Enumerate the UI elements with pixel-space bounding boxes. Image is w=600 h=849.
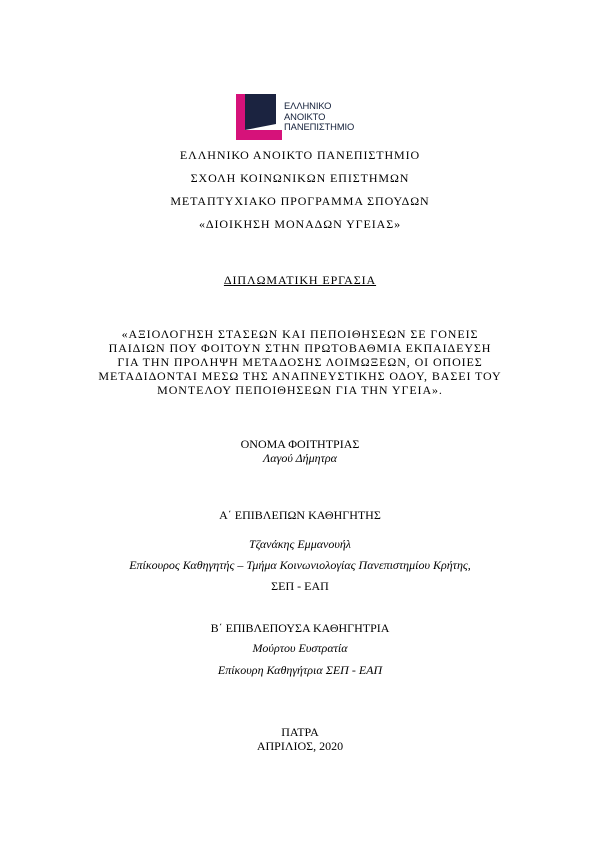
- thesis-title-line: ΜΟΝΤΕΛΟΥ ΠΕΠΟΙΘΗΣΕΩΝ ΓΙΑ ΤΗΝ ΥΓΕΙΑ».: [157, 383, 443, 397]
- program-label: ΜΕΤΑΠΤΥΧΙΑΚΟ ΠΡΟΓΡΑΜΜΑ ΣΠΟΥΔΩΝ: [170, 194, 430, 208]
- logo-mark-icon: [236, 94, 282, 140]
- supervisor-a-name: Τζανάκης Εμμανουήλ: [248, 537, 351, 551]
- supervisor-b-name: Μούρτου Ευστρατία: [252, 641, 348, 655]
- city: ΠΑΤΡΑ: [281, 725, 319, 739]
- student-label: ΟΝΟΜΑ ΦΟΙΤΗΤΡΙΑΣ: [240, 437, 360, 451]
- thesis-title-line: «ΑΞΙΟΛΟΓΗΣΗ ΣΤΑΣΕΩΝ ΚΑΙ ΠΕΠΟΙΘΗΣΕΩΝ ΣΕ ΓΟΝΕΙΣ: [121, 327, 479, 341]
- student-name: Λαγού Δήμητρα: [263, 451, 337, 465]
- logo-wordmark: [284, 101, 374, 133]
- supervisor-b-label: Β΄ ΕΠΙΒΛΕΠΟΥΣΑ ΚΑΘΗΓΗΤΡΙΑ: [210, 621, 390, 635]
- thesis-title-line: ΜΕΤΑΔΙΔΟΝΤΑΙ ΜΕΣΩ ΤΗΣ ΑΝΑΠΝΕΥΣΤΙΚΗΣ ΟΔΟΥ, ΒΑΣΕΙ ΤΟΥ: [98, 369, 502, 383]
- thesis-label: ΔΙΠΛΩΜΑΤΙΚΗ ΕΡΓΑΣΙΑ: [223, 273, 377, 287]
- logo-line-1: ΕΛΛΗΝΙΚΟ: [284, 100, 332, 111]
- thesis-title-line: ΓΙΑ ΤΗΝ ΠΡΟΛΗΨΗ ΜΕΤΑΔΟΣΗΣ ΛΟΙΜΩΞΕΩΝ, ΟΙ ΟΠΟΙΕΣ: [117, 355, 483, 369]
- thesis-title-line: ΠΑΙΔΙΩΝ ΠΟΥ ΦΟΙΤΟΥΝ ΣΤΗΝ ΠΡΩΤΟΒΑΘΜΙΑ ΕΚΠΑΙΔΕΥΣΗ: [108, 341, 492, 355]
- date: ΑΠΡΙΛΙΟΣ, 2020: [256, 739, 344, 753]
- supervisor-a-role: Επίκουρος Καθηγητής – Τμήμα Κοινωνιολογίας Πανεπιστημίου Κρήτης,: [129, 558, 471, 572]
- school-name: ΣΧΟΛΗ ΚΟΙΝΩΝΙΚΩΝ ΕΠΙΣΤΗΜΩΝ: [190, 171, 410, 185]
- supervisor-a-label: Α΄ ΕΠΙΒΛΕΠΩΝ ΚΑΘΗΓΗΤΗΣ: [219, 508, 381, 522]
- university-logo: [236, 94, 371, 140]
- logo-line-3: ΠΑΝΕΠΙΣΤΗΜΙΟ: [284, 121, 355, 133]
- university-name: ΕΛΛΗΝΙΚΟ ΑΝΟΙΚΤΟ ΠΑΝΕΠΙΣΤΗΜΙΟ: [179, 148, 421, 162]
- supervisor-b-role: Επίκουρη Καθηγήτρια ΣΕΠ - ΕΑΠ: [217, 663, 383, 677]
- program-name: «ΔΙΟΙΚΗΣΗ ΜΟΝΑΔΩΝ ΥΓΕΙΑΣ»: [199, 217, 401, 231]
- logo-line-2: ΑΝΟΙΚΤΟ: [284, 110, 326, 122]
- supervisor-a-org: ΣΕΠ - ΕΑΠ: [271, 579, 329, 593]
